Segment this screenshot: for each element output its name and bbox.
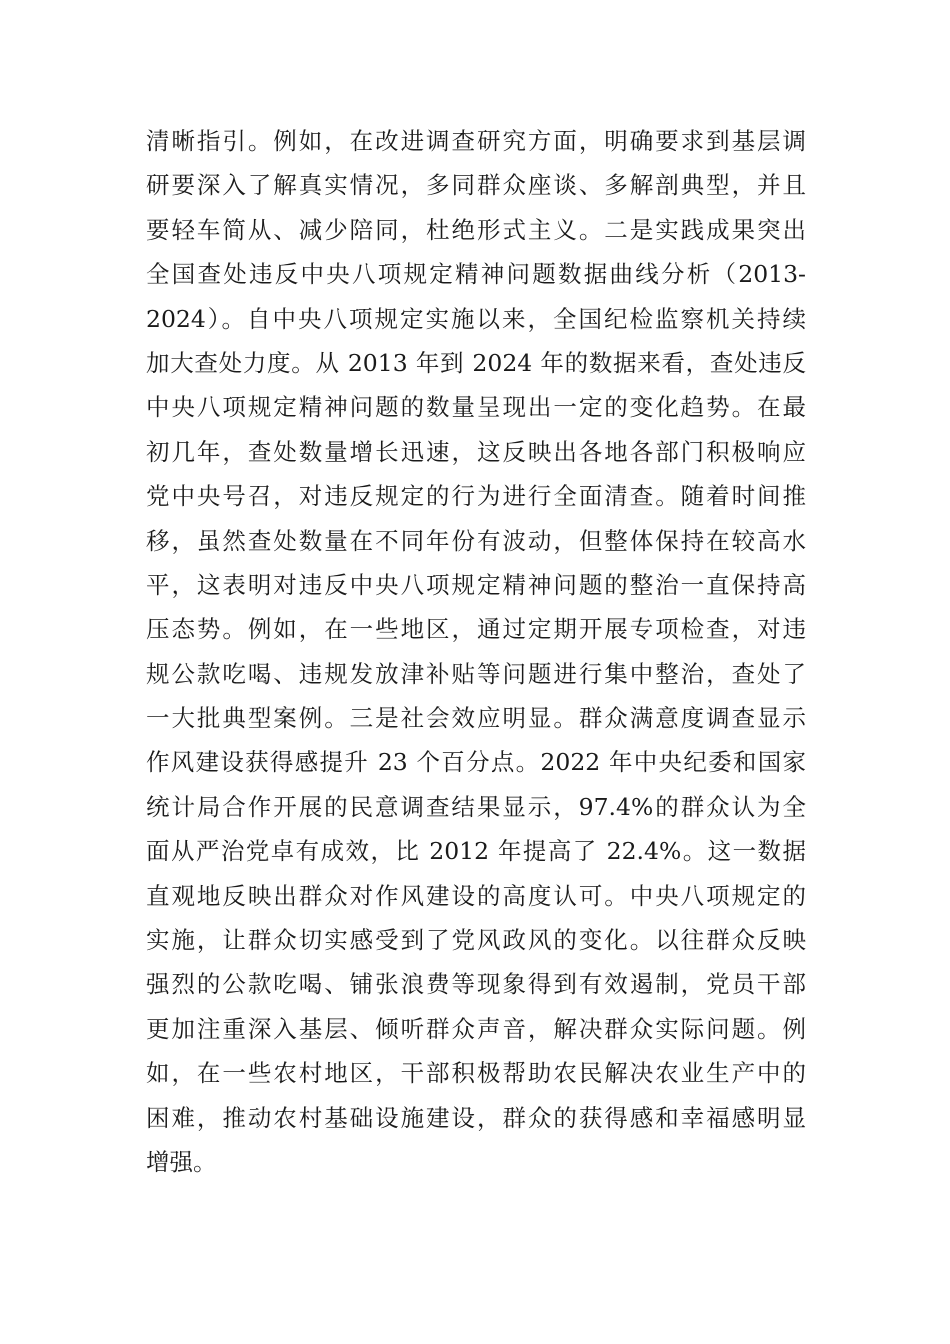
- text-line: 移，虽然查处数量在不同年份有波动，但整体保持在较高水: [146, 526, 806, 555]
- text-line: 增强。: [146, 1147, 217, 1176]
- text-line: 全国查处违反中央八项规定精神问题数据曲线分析（2013-: [146, 260, 806, 289]
- text-line: 研要深入了解真实情况，多同群众座谈、多解剖典型，并且: [146, 171, 806, 200]
- text-line: 中央八项规定精神问题的数量呈现出一定的变化趋势。在最: [146, 393, 806, 422]
- text-line: 平，这表明对违反中央八项规定精神问题的整治一直保持高: [146, 570, 806, 599]
- text-line: 强烈的公款吃喝、铺张浪费等现象得到有效遏制，党员干部: [146, 970, 806, 999]
- text-line: 规公款吃喝、违规发放津补贴等问题进行集中整治，查处了: [146, 659, 806, 688]
- text-line: 面从严治党卓有成效，比 2012 年提高了 22.4%。这一数据: [146, 837, 806, 866]
- text-line: 要轻车简从、减少陪同，杜绝形式主义。二是实践成果突出: [146, 215, 806, 244]
- text-line: 2024）。自中央八项规定实施以来，全国纪检监察机关持续: [146, 304, 806, 333]
- text-line: 加大查处力度。从 2013 年到 2024 年的数据来看，查处违反: [146, 348, 806, 377]
- text-line: 一大批典型案例。三是社会效应明显。群众满意度调查显示: [146, 704, 806, 733]
- text-line: 实施，让群众切实感受到了党风政风的变化。以往群众反映: [146, 926, 806, 955]
- text-line: 压态势。例如，在一些地区，通过定期开展专项检查，对违: [146, 615, 806, 644]
- text-line: 初几年，查处数量增长迅速，这反映出各地各部门积极响应: [146, 437, 806, 466]
- text-line: 困难，推动农村基础设施建设，群众的获得感和幸福感明显: [146, 1103, 806, 1132]
- text-line: 作风建设获得感提升 23 个百分点。2022 年中央纪委和国家: [146, 748, 806, 777]
- text-line: 清晰指引。例如，在改进调查研究方面，明确要求到基层调: [146, 127, 806, 155]
- body-paragraph: [146, 119, 806, 1184]
- text-line: 统计局合作开展的民意调查结果显示，97.4%的群众认为全: [146, 792, 806, 821]
- text-line: 党中央号召，对违反规定的行为进行全面清查。随着时间推: [146, 482, 806, 511]
- text-line: 更加注重深入基层、倾听群众声音，解决群众实际问题。例: [146, 1014, 806, 1043]
- text-line: 如，在一些农村地区，干部积极帮助农民解决农业生产中的: [146, 1059, 806, 1088]
- text-line: 直观地反映出群众对作风建设的高度认可。中央八项规定的: [146, 881, 806, 910]
